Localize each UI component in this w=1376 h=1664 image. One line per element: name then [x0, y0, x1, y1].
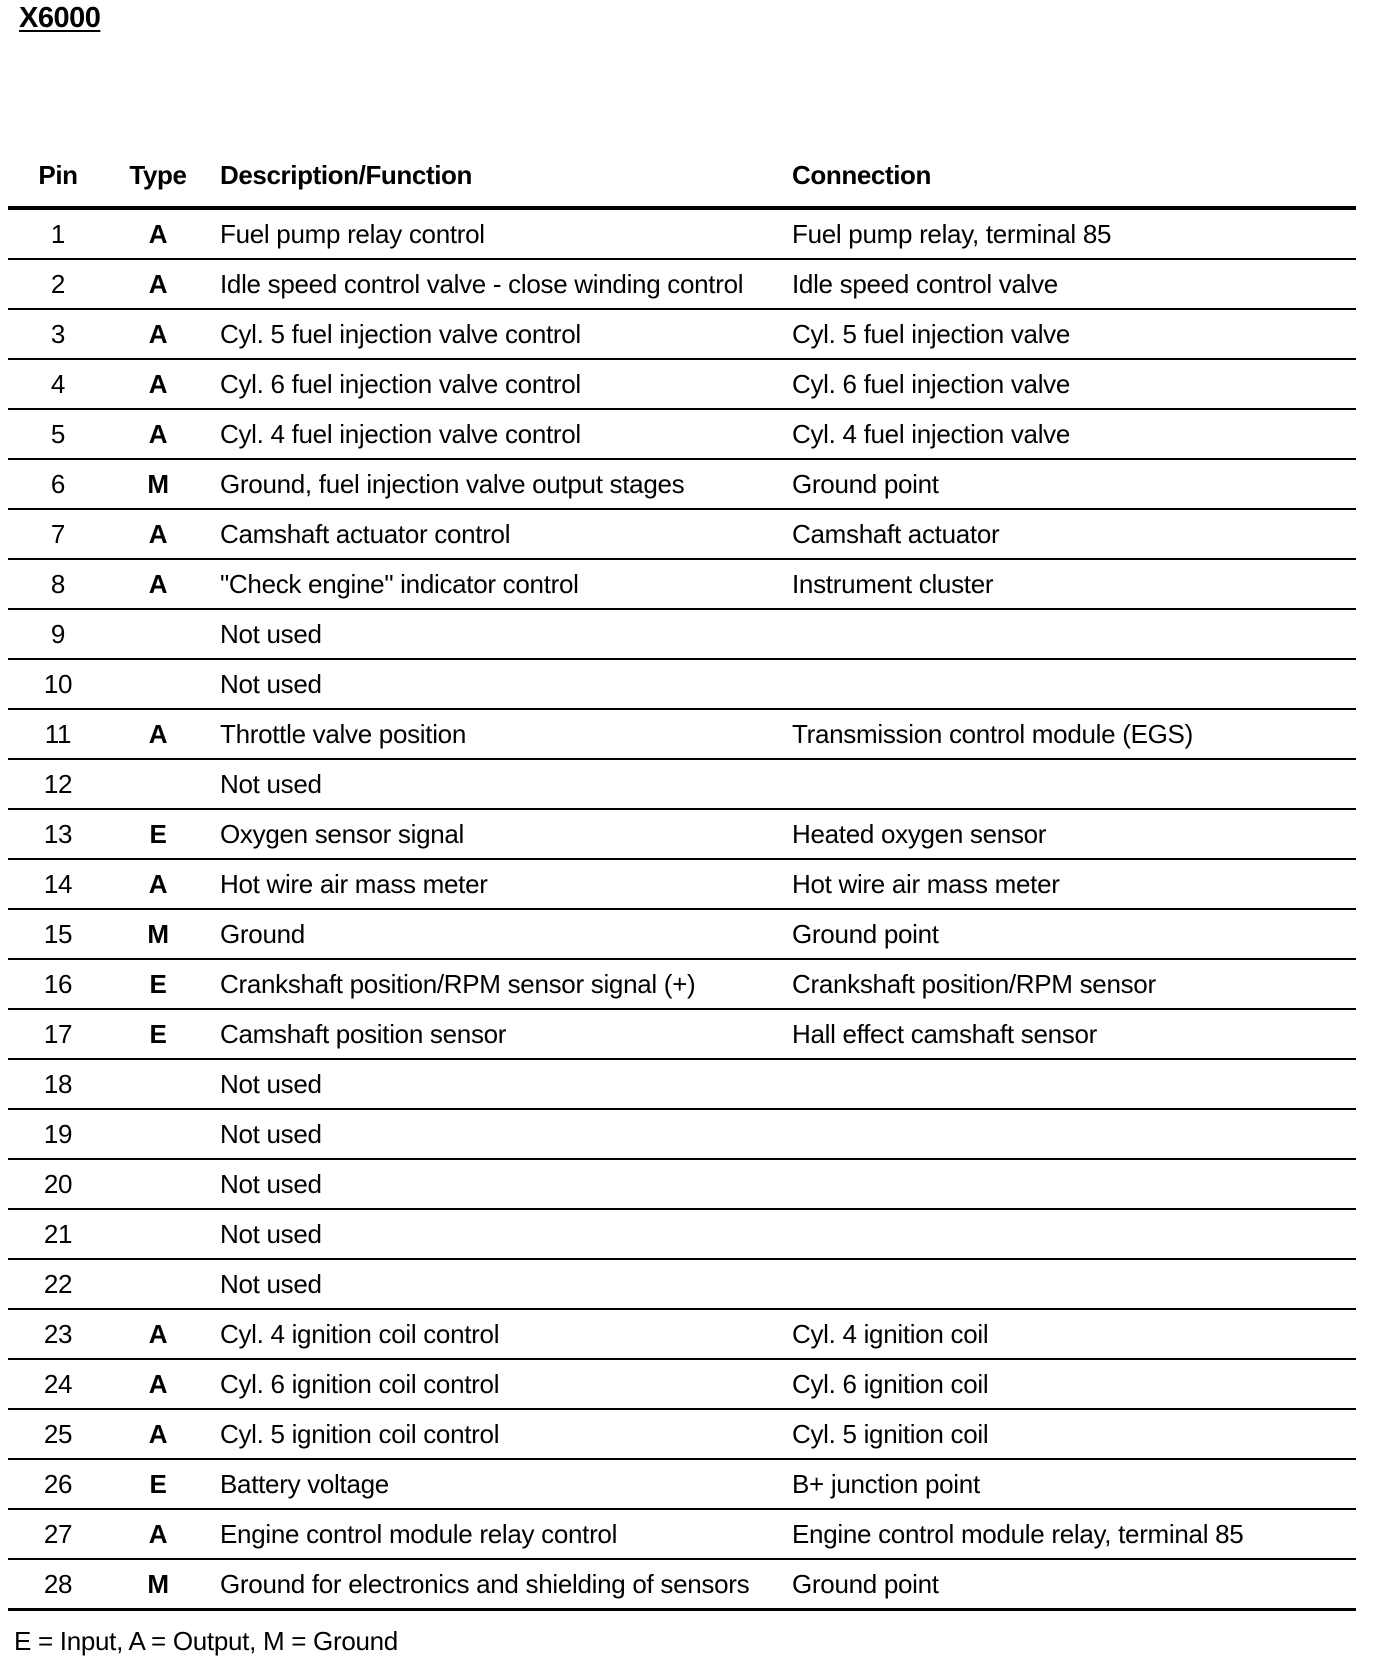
- connection-cell: Engine control module relay, terminal 85: [780, 1509, 1356, 1559]
- pin-cell: 23: [8, 1309, 108, 1359]
- header-connection: Connection: [780, 155, 1356, 208]
- type-cell: E: [108, 809, 208, 859]
- description-cell: Fuel pump relay control: [208, 208, 780, 259]
- type-cell: [108, 1259, 208, 1309]
- pin-cell: 7: [8, 509, 108, 559]
- pin-cell: 9: [8, 609, 108, 659]
- table-row: [8, 359, 1356, 409]
- connector-title: X6000: [19, 2, 101, 34]
- pin-cell: 1: [8, 208, 108, 259]
- connection-cell: Ground point: [780, 459, 1356, 509]
- table-row: [8, 208, 1356, 259]
- table-row: [8, 409, 1356, 459]
- description-cell: Cyl. 6 fuel injection valve control: [208, 359, 780, 409]
- type-cell: A: [108, 1359, 208, 1409]
- type-cell: A: [108, 509, 208, 559]
- type-cell: A: [108, 1309, 208, 1359]
- type-cell: [108, 1059, 208, 1109]
- table-row: [8, 1009, 1356, 1059]
- connection-cell: B+ junction point: [780, 1459, 1356, 1509]
- type-cell: A: [108, 208, 208, 259]
- pin-cell: 19: [8, 1109, 108, 1159]
- table-row: [8, 1259, 1356, 1309]
- table-row: [8, 609, 1356, 659]
- header-type: Type: [108, 155, 208, 208]
- pin-cell: 18: [8, 1059, 108, 1109]
- table-row: [8, 909, 1356, 959]
- type-cell: E: [108, 1459, 208, 1509]
- pin-cell: 22: [8, 1259, 108, 1309]
- header-pin: Pin: [8, 155, 108, 208]
- connection-cell: [780, 1159, 1356, 1209]
- pin-cell: 25: [8, 1409, 108, 1459]
- connection-cell: Heated oxygen sensor: [780, 809, 1356, 859]
- pin-cell: 11: [8, 709, 108, 759]
- table-row: [8, 1309, 1356, 1359]
- description-cell: Cyl. 4 ignition coil control: [208, 1309, 780, 1359]
- pin-cell: 6: [8, 459, 108, 509]
- description-cell: Battery voltage: [208, 1459, 780, 1509]
- type-cell: E: [108, 959, 208, 1009]
- table-row: [8, 559, 1356, 609]
- connection-cell: Fuel pump relay, terminal 85: [780, 208, 1356, 259]
- table-row: [8, 309, 1356, 359]
- table-row: [8, 1109, 1356, 1159]
- table-row: [8, 659, 1356, 709]
- table-row: [8, 1159, 1356, 1209]
- description-cell: Not used: [208, 1109, 780, 1159]
- type-cell: A: [108, 409, 208, 459]
- type-cell: [108, 1159, 208, 1209]
- connection-cell: Transmission control module (EGS): [780, 709, 1356, 759]
- description-cell: Engine control module relay control: [208, 1509, 780, 1559]
- description-cell: Not used: [208, 609, 780, 659]
- type-cell: A: [108, 359, 208, 409]
- description-cell: Not used: [208, 659, 780, 709]
- table-row: [8, 1359, 1356, 1409]
- description-cell: Cyl. 6 ignition coil control: [208, 1359, 780, 1409]
- connection-cell: [780, 659, 1356, 709]
- type-cell: [108, 759, 208, 809]
- pin-cell: 2: [8, 259, 108, 309]
- type-cell: M: [108, 1559, 208, 1610]
- type-cell: A: [108, 559, 208, 609]
- description-cell: Crankshaft position/RPM sensor signal (+): [208, 959, 780, 1009]
- type-cell: A: [108, 859, 208, 909]
- connection-cell: Ground point: [780, 1559, 1356, 1610]
- description-cell: Cyl. 4 fuel injection valve control: [208, 409, 780, 459]
- table-row: [8, 259, 1356, 309]
- connection-cell: [780, 1259, 1356, 1309]
- connection-cell: Ground point: [780, 909, 1356, 959]
- table-row: [8, 859, 1356, 909]
- description-cell: Cyl. 5 fuel injection valve control: [208, 309, 780, 359]
- pin-cell: 8: [8, 559, 108, 609]
- pin-cell: 12: [8, 759, 108, 809]
- connection-cell: [780, 1059, 1356, 1109]
- type-cell: [108, 1209, 208, 1259]
- description-cell: Ground: [208, 909, 780, 959]
- description-cell: Idle speed control valve - close winding control: [208, 259, 780, 309]
- type-cell: A: [108, 1509, 208, 1559]
- pin-cell: 5: [8, 409, 108, 459]
- type-cell: A: [108, 1409, 208, 1459]
- pin-cell: 20: [8, 1159, 108, 1209]
- header-description: Description/Function: [208, 155, 780, 208]
- table-row: [8, 1509, 1356, 1559]
- description-cell: "Check engine" indicator control: [208, 559, 780, 609]
- connection-cell: [780, 1209, 1356, 1259]
- pin-cell: 10: [8, 659, 108, 709]
- connection-cell: Cyl. 6 ignition coil: [780, 1359, 1356, 1409]
- pin-cell: 15: [8, 909, 108, 959]
- type-legend: E = Input, A = Output, M = Ground: [14, 1626, 398, 1656]
- connection-cell: [780, 609, 1356, 659]
- description-cell: Not used: [208, 1209, 780, 1259]
- pin-cell: 27: [8, 1509, 108, 1559]
- connection-cell: Camshaft actuator: [780, 509, 1356, 559]
- connection-cell: Cyl. 6 fuel injection valve: [780, 359, 1356, 409]
- description-cell: Not used: [208, 1259, 780, 1309]
- connection-cell: Crankshaft position/RPM sensor: [780, 959, 1356, 1009]
- pin-cell: 13: [8, 809, 108, 859]
- connection-cell: Cyl. 4 fuel injection valve: [780, 409, 1356, 459]
- table-row: [8, 1409, 1356, 1459]
- pin-assignment-table: [8, 155, 1356, 1611]
- description-cell: Throttle valve position: [208, 709, 780, 759]
- table-row: [8, 1459, 1356, 1509]
- type-cell: [108, 609, 208, 659]
- connection-cell: Cyl. 5 ignition coil: [780, 1409, 1356, 1459]
- description-cell: Ground for electronics and shielding of sensors: [208, 1559, 780, 1610]
- type-cell: A: [108, 259, 208, 309]
- pin-cell: 26: [8, 1459, 108, 1509]
- description-cell: Ground, fuel injection valve output stages: [208, 459, 780, 509]
- pin-cell: 16: [8, 959, 108, 1009]
- pin-cell: 14: [8, 859, 108, 909]
- description-cell: Oxygen sensor signal: [208, 809, 780, 859]
- connection-cell: Idle speed control valve: [780, 259, 1356, 309]
- connection-cell: Hall effect camshaft sensor: [780, 1009, 1356, 1059]
- table-row: [8, 459, 1356, 509]
- table-row: [8, 1059, 1356, 1109]
- pin-cell: 4: [8, 359, 108, 409]
- description-cell: Cyl. 5 ignition coil control: [208, 1409, 780, 1459]
- table-body: [8, 208, 1356, 1610]
- connection-cell: Cyl. 4 ignition coil: [780, 1309, 1356, 1359]
- description-cell: Hot wire air mass meter: [208, 859, 780, 909]
- type-cell: A: [108, 309, 208, 359]
- connection-cell: [780, 1109, 1356, 1159]
- pin-cell: 3: [8, 309, 108, 359]
- table-row: [8, 509, 1356, 559]
- pin-cell: 24: [8, 1359, 108, 1409]
- table-row: [8, 809, 1356, 859]
- table-header-row: [8, 155, 1356, 208]
- type-cell: M: [108, 909, 208, 959]
- type-cell: M: [108, 459, 208, 509]
- table-row: [8, 1209, 1356, 1259]
- description-cell: Not used: [208, 759, 780, 809]
- pin-cell: 28: [8, 1559, 108, 1610]
- connection-cell: Cyl. 5 fuel injection valve: [780, 309, 1356, 359]
- connection-cell: Instrument cluster: [780, 559, 1356, 609]
- type-cell: A: [108, 709, 208, 759]
- pin-cell: 17: [8, 1009, 108, 1059]
- pin-cell: 21: [8, 1209, 108, 1259]
- type-cell: E: [108, 1009, 208, 1059]
- description-cell: Not used: [208, 1159, 780, 1209]
- description-cell: Camshaft position sensor: [208, 1009, 780, 1059]
- connection-cell: Hot wire air mass meter: [780, 859, 1356, 909]
- description-cell: Camshaft actuator control: [208, 509, 780, 559]
- type-cell: [108, 659, 208, 709]
- connection-cell: [780, 759, 1356, 809]
- table-row: [8, 709, 1356, 759]
- table-row: [8, 759, 1356, 809]
- table-row: [8, 1559, 1356, 1610]
- description-cell: Not used: [208, 1059, 780, 1109]
- type-cell: [108, 1109, 208, 1159]
- table-row: [8, 959, 1356, 1009]
